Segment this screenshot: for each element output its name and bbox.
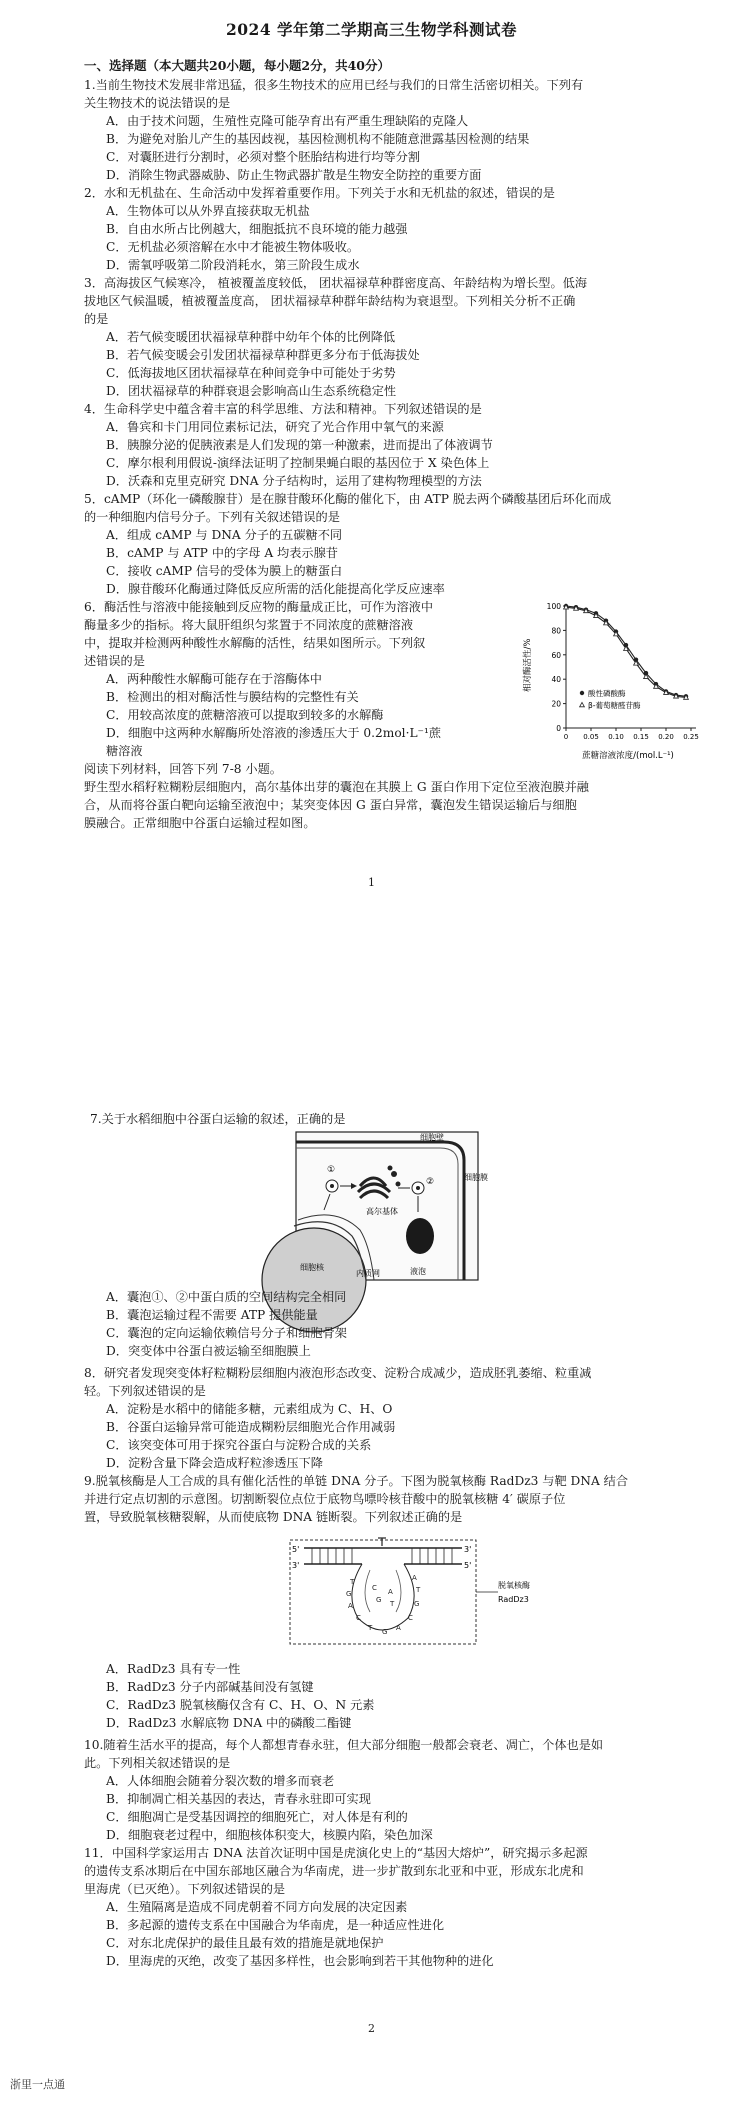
option-c: C．无机盐必须溶解在水中才能被生物体吸收。 xyxy=(106,240,360,254)
chart-xlabel: 蔗糖溶液浓度/(mol.L⁻¹) xyxy=(582,751,674,761)
reading-line: 膜融合。正常细胞中谷蛋白运输过程如图。 xyxy=(84,816,316,830)
option-a: A．组成 cAMP 与 DNA 分子的五碳糖不同 xyxy=(106,528,343,542)
question-stem: 中，提取并检测两种酸性水解酶的活性，结果如图所示。下列叙 xyxy=(84,636,426,650)
option-c: C．囊泡的定向运输依赖信号分子和细胞骨架 xyxy=(106,1326,347,1340)
strand-3prime-left: 3' xyxy=(292,1561,300,1570)
svg-text:C: C xyxy=(408,1614,413,1622)
svg-text:G: G xyxy=(376,1596,382,1604)
option-b: B．RadDz3 分子内部碱基间没有氢键 xyxy=(106,1680,314,1694)
chart-y-tick-label: 0 xyxy=(556,724,561,733)
option-d: D．细胞中这两种水解酶所处溶液的渗透压大于 0.2mol·L⁻¹蔗 xyxy=(106,726,442,740)
question-stem: 10.随着生活水平的提高，每个人都想青春永驻，但大部分细胞一般都会衰老、凋亡，个体也是如 xyxy=(84,1738,604,1752)
vesicle-1-label: ① xyxy=(327,1165,336,1175)
option-d: D．沃森和克里克研究 DNA 分子结构时，运用了建构物理模型的方法 xyxy=(106,474,482,488)
question-stem: 7.关于水稻细胞中谷蛋白运输的叙述，正确的是 xyxy=(90,1112,346,1126)
svg-text:C: C xyxy=(372,1584,377,1592)
cell-wall-label: 细胞壁 xyxy=(420,1133,444,1142)
question-stem: 拔地区气候温暖，植被覆盖度高， 团状福禄草种群年龄结构为衰退型。下列相关分析不正确 xyxy=(84,294,576,308)
question-stem: 此。下列相关叙述错误的是 xyxy=(84,1756,231,1770)
deoxyribozyme-figure xyxy=(284,1534,554,1662)
option-d: D．里海虎的灭绝，改变了基因多样性，也会影响到若干其他物种的进化 xyxy=(106,1954,494,1968)
question-10 xyxy=(84,1736,704,1844)
option-b: B．胰腺分泌的促胰液素是人们发现的第一种激素，进而提出了体液调节 xyxy=(106,438,493,452)
question-7-stem xyxy=(90,1110,690,1128)
chart-y-tick-label: 80 xyxy=(551,626,561,636)
option-c: C．用较高浓度的蔗糖溶液可以提取到较多的水解酶 xyxy=(106,708,384,722)
option-a: A．由于技术问题，生殖性克隆可能孕育出有严重生理缺陷的克隆人 xyxy=(106,114,469,128)
chart-series-line xyxy=(566,606,686,696)
option-a: A．生物体可以从外界直接获取无机盐 xyxy=(106,204,310,218)
option-a: A．人体细胞会随着分裂次数的增多而衰老 xyxy=(106,1774,335,1788)
chart-x-tick-label: 0.15 xyxy=(633,733,649,741)
section-heading: 一、选择题（本大题共20小题，每小题2分，共40分） xyxy=(84,58,390,73)
option-d: D．需氧呼吸第二阶段消耗水，第三阶段生成水 xyxy=(106,258,360,272)
svg-text:A: A xyxy=(412,1574,417,1582)
legend-marker xyxy=(580,702,585,706)
question-stem: 的遗传支系冰期后在中国东部地区融合为华南虎，进一步扩散到东北亚和中亚，形成东北虎和 xyxy=(84,1864,584,1878)
option-a: A．淀粉是水稻中的储能多糖，元素组成为 C、H、O xyxy=(106,1402,393,1416)
footer-watermark: 浙里一点通 xyxy=(10,2078,65,2091)
strand-3prime-right: 3' xyxy=(464,1545,472,1554)
svg-text:C: C xyxy=(356,1614,361,1622)
svg-text:T: T xyxy=(350,1578,355,1586)
option-c: C．该突变体可用于探究谷蛋白与淀粉合成的关系 xyxy=(106,1438,372,1452)
chart-x-tick-label: 0.05 xyxy=(583,733,599,741)
option-a: A．生殖隔离是造成不同虎朝着不同方向发展的决定因素 xyxy=(106,1900,408,1914)
question-stem: 轻。下列叙述错误的是 xyxy=(84,1384,206,1398)
cell-membrane-text: 细胞膜 xyxy=(464,1173,488,1182)
option-a: A．鲁宾和卡门用同位素标记法，研究了光合作用中氧气的来源 xyxy=(106,420,444,434)
cell-membrane-label xyxy=(464,1172,488,1182)
question-stem: 1.当前生物技术发展非常迅猛，很多生物技术的应用已经与我们的日常生活密切相关。下列有 xyxy=(84,78,584,92)
option-d: D．细胞衰老过程中，细胞核体积变大，核膜内陷，染色加深 xyxy=(106,1828,433,1842)
option-d: D．淀粉含量下降会造成籽粒渗透压下降 xyxy=(106,1456,323,1470)
chart-y-tick-label: 100 xyxy=(546,602,561,611)
strand-5prime-left: 5' xyxy=(292,1545,300,1554)
question-1 xyxy=(84,76,704,184)
option-b: B．囊泡运输过程不需要 ATP 提供能量 xyxy=(106,1308,318,1322)
option-d-continued: 糖溶液 xyxy=(106,744,143,758)
nucleus-label: 细胞核 xyxy=(300,1263,324,1272)
chart-y-tick-label: 60 xyxy=(551,650,561,660)
cell-diagram xyxy=(294,1130,488,1282)
question-7-options xyxy=(84,1288,704,1360)
option-c: C．细胞凋亡是受基因调控的细胞死亡，对人体是有利的 xyxy=(106,1810,408,1824)
svg-text:T: T xyxy=(416,1586,421,1594)
question-stem: 的一种细胞内信号分子。下列有关叙述错误的是 xyxy=(84,510,340,524)
enzyme-activity-chart xyxy=(520,596,702,768)
svg-text:T: T xyxy=(390,1600,395,1608)
svg-text:A: A xyxy=(388,1588,393,1596)
chart-y-tick-label: 40 xyxy=(551,675,561,685)
option-a: A．若气候变暖团状福禄草种群中幼年个体的比例降低 xyxy=(106,330,396,344)
option-c: C．RadDz3 脱氧核酶仅含有 C、H、O、N 元素 xyxy=(106,1698,375,1712)
question-stem: 关生物技术的说法错误的是 xyxy=(84,96,231,110)
question-stem: 5．cAMP（环化一磷酸腺苷）是在腺苷酸环化酶的催化下，由 ATP 脱去两个磷酸基团后环化而成 xyxy=(84,492,612,506)
vesicle-2-label: ② xyxy=(426,1177,435,1187)
reading-line: 合，从而将谷蛋白靶向运输至液泡中；某突变体因 G 蛋白异常，囊泡发生错误运输后与细胞 xyxy=(84,798,577,812)
option-a: A．RadDz3 具有专一性 xyxy=(106,1662,241,1676)
exam-title: 2024 学年第二学期高三生物学科测试卷 xyxy=(225,20,518,39)
svg-text:A: A xyxy=(348,1602,353,1610)
reading-intro: 阅读下列材料，回答下列 7-8 小题。 xyxy=(84,762,282,776)
option-b: B．谷蛋白运输异常可能造成糊粉层细胞光合作用减弱 xyxy=(106,1420,396,1434)
legend-entry: 酸性磷酸酶 xyxy=(588,689,626,698)
strand-5prime-right: 5' xyxy=(464,1561,472,1570)
option-b: B．抑制凋亡相关基因的表达，青春永驻即可实现 xyxy=(106,1792,371,1806)
question-2 xyxy=(84,184,704,274)
golgi-label: 高尔基体 xyxy=(366,1207,398,1216)
question-stem: 的是 xyxy=(84,312,109,326)
question-stem: 里海虎（已灭绝）。下列叙述错误的是 xyxy=(84,1882,286,1896)
option-b: B．为避免对胎儿产生的基因歧视，基因检测机构不能随意泄露基因检测的结果 xyxy=(106,132,530,146)
option-c: C．对东北虎保护的最佳且最有效的措施是就地保护 xyxy=(106,1936,384,1950)
option-c: C．低海拔地区团状福禄草在种间竞争中可能处于劣势 xyxy=(106,366,396,380)
question-stem: 11．中国科学家运用古 DNA 法首次证明中国是虎演化史上的“基因大熔炉”，研究揭示多起源 xyxy=(84,1846,588,1860)
option-a: A．囊泡①、②中蛋白质的空间结构完全相同 xyxy=(106,1290,347,1304)
option-a: A．两种酸性水解酶可能存在于溶酶体中 xyxy=(106,672,322,686)
page-number: 1 xyxy=(368,876,375,889)
glutelin-transport-figure xyxy=(294,1130,488,1286)
chart-series-line xyxy=(566,607,686,697)
chart-ylabel: 相对酶活性/% xyxy=(523,638,533,692)
question-9-stem xyxy=(84,1472,704,1526)
chart-y-tick-label: 20 xyxy=(551,699,561,709)
option-d: D．RadDz3 水解底物 DNA 中的磷酸二酯键 xyxy=(106,1716,352,1730)
question-stem: 8．研究者发现突变体籽粒糊粉层细胞内液泡形态改变、淀粉合成减少，造成胚乳萎缩、粒重减 xyxy=(84,1366,592,1380)
svg-text:T: T xyxy=(368,1624,373,1632)
question-6 xyxy=(84,598,524,760)
question-stem: 6．酶活性与溶液中能接触到反应物的酶量成正比，可作为溶液中 xyxy=(84,600,434,614)
option-d: D．团状福禄草的种群衰退会影响高山生态系统稳定性 xyxy=(106,384,397,398)
page-number: 2 xyxy=(368,2022,375,2035)
chart-canvas xyxy=(520,596,702,764)
chart-x-tick-label: 0.10 xyxy=(608,733,624,741)
option-b: B．自由水所占比例越大，细胞抵抗不良环境的能力越强 xyxy=(106,222,408,236)
vacuole-label: 液泡 xyxy=(410,1267,426,1276)
question-stem: 酶量多少的指标。将大鼠肝组织匀浆置于不同浓度的蔗糖溶液 xyxy=(84,618,414,632)
question-11 xyxy=(84,1844,704,1970)
option-d: D．腺苷酸环化酶通过降低反应所需的活化能提高化学反应速率 xyxy=(106,582,445,596)
chart-x-tick-label: 0 xyxy=(563,733,569,741)
question-4 xyxy=(84,400,704,490)
option-b: B．多起源的遗传支系在中国融合为华南虎，是一种适应性进化 xyxy=(106,1918,445,1932)
question-stem: 2．水和无机盐在、生命活动中发挥着重要作用。下列关于水和无机盐的叙述，错误的是 xyxy=(84,186,555,200)
question-stem: 置，导致脱氧核糖裂解，从而使底物 DNA 链断裂。下列叙述正确的是 xyxy=(84,1510,463,1524)
dna-diagram xyxy=(284,1534,554,1658)
question-stem: 述错误的是 xyxy=(84,654,145,668)
question-stem: 9.脱氧核酶是人工合成的具有催化活性的单链 DNA 分子。下图为脱氧核酶 RadDz3 与靶 DNA 结合 xyxy=(84,1474,629,1488)
svg-text:A: A xyxy=(396,1624,401,1632)
raddz3-label: RadDz3 xyxy=(498,1595,529,1604)
option-b: B．cAMP 与 ATP 中的字母 A 均表示腺苷 xyxy=(106,546,338,560)
svg-text:G: G xyxy=(382,1628,388,1636)
chart-x-tick-label: 0.25 xyxy=(683,733,699,741)
deoxyribozyme-label: 脱氧核酶 xyxy=(498,1581,530,1590)
exam-page-2 xyxy=(0,1060,743,2102)
question-stem: 3．高海拔区气候寒冷， 植被覆盖度较低， 团状福禄草种群密度高、年龄结构为增长型。低海 xyxy=(84,276,588,290)
option-c: C．接收 cAMP 信号的受体为膜上的糖蛋白 xyxy=(106,564,343,578)
option-d: D．突变体中谷蛋白被运输至细胞膜上 xyxy=(106,1344,311,1358)
er-label: 内质网 xyxy=(356,1269,380,1278)
svg-text:G: G xyxy=(414,1600,420,1608)
question-3 xyxy=(84,274,704,400)
question-stem: 4．生命科学史中蕴含着丰富的科学思维、方法和精神。下列叙述错误的是 xyxy=(84,402,482,416)
option-c: C．对囊胚进行分割时，必须对整个胚胎结构进行均等分割 xyxy=(106,150,421,164)
question-8 xyxy=(84,1364,704,1472)
reading-line: 野生型水稻籽粒糊粉层细胞内，高尔基体出芽的囊泡在其膜上 G 蛋白作用下定位至液泡膜并融 xyxy=(84,780,589,794)
chart-x-tick-label: 0.20 xyxy=(658,733,674,741)
option-c: C．摩尔根利用假说-演绎法证明了控制果蝇白眼的基因位于 X 染色体上 xyxy=(106,456,490,470)
option-b: B．检测出的相对酶活性与膜结构的完整性有关 xyxy=(106,690,359,704)
svg-text:G: G xyxy=(346,1590,352,1598)
legend-marker xyxy=(580,691,584,695)
option-d: D．消除生物武器威胁、防止生物武器扩散是生物安全防控的重要方面 xyxy=(106,168,482,182)
legend-entry: β-葡萄糖醛苷酶 xyxy=(588,701,641,710)
reading-material xyxy=(84,760,704,832)
option-b: B．若气候变暖会引发团状福禄草种群更多分布于低海拔处 xyxy=(106,348,420,362)
question-stem: 并进行定点切割的示意图。切割断裂位点位于底物鸟嘌呤核苷酸中的脱氧核糖 4′ 碳原子位 xyxy=(84,1492,566,1506)
question-9-options xyxy=(84,1660,704,1732)
question-5 xyxy=(84,490,704,598)
